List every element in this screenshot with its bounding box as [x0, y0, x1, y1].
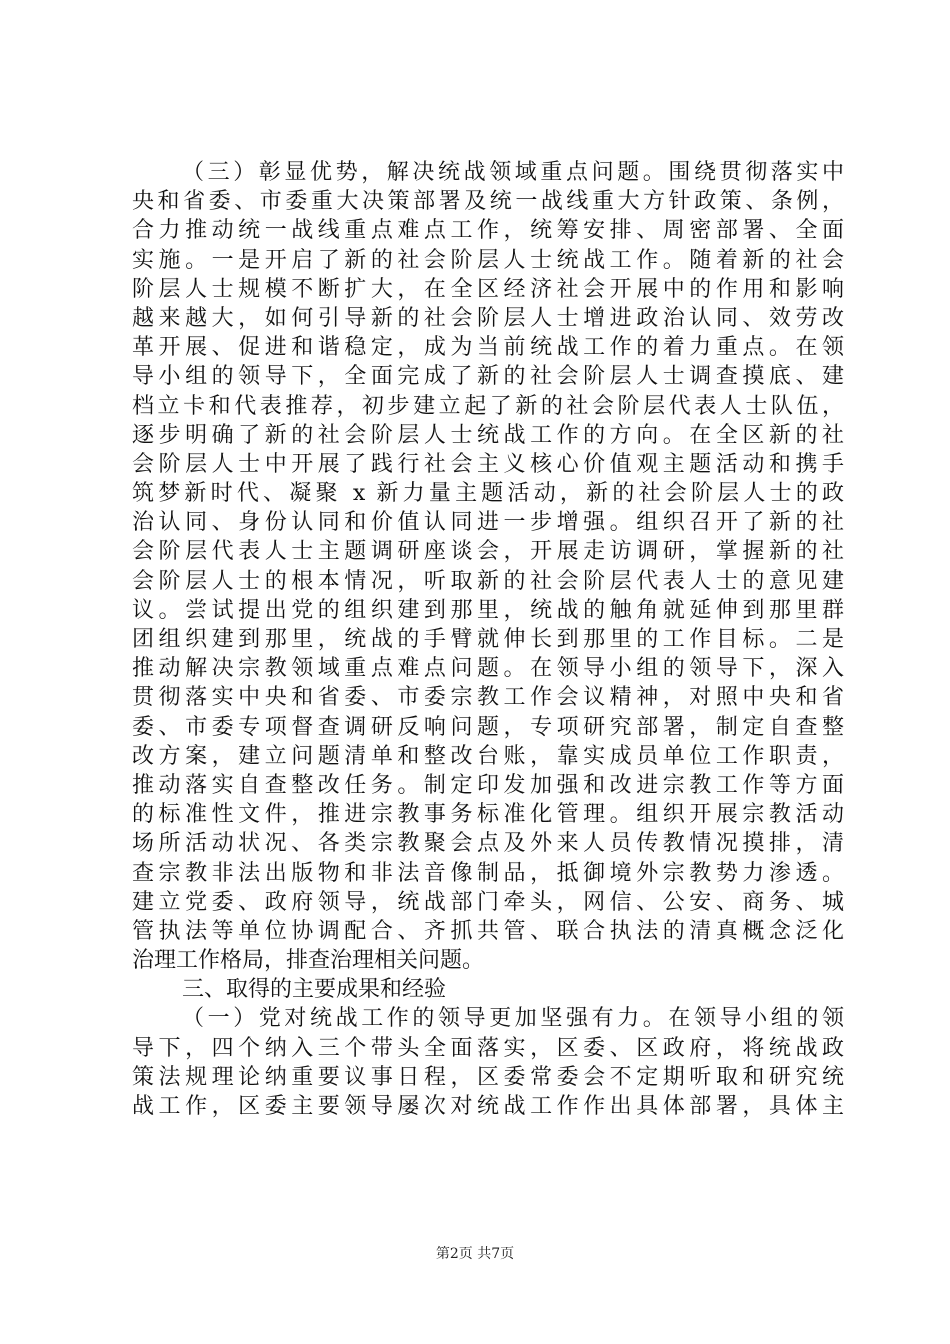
text-line: 革开展、促进和谐稳定，成为当前统战工作的着力重点。在领 [132, 335, 844, 361]
text-line: 战工作，区委主要领导屡次对统战工作作出具体部署，具体主 [132, 1094, 844, 1119]
text-line: 治认同、身份认同和价值认同进一步增强。组织召开了新的社 [132, 510, 844, 536]
text-line: （一）党对统战工作的领导更加坚强有力。在领导小组的领 [182, 1006, 844, 1032]
text-line: 贯彻落实中央和省委、市委宗教工作会议精神，对照中央和省 [132, 685, 844, 711]
text-line: 议。尝试提出党的组织建到那里，统战的触角就延伸到那里群 [132, 597, 844, 623]
text-line: 越来越大，如何引导新的社会阶层人士增进政治认同、效劳改 [132, 305, 844, 331]
text-line: 委、市委专项督查调研反响问题，专项研究部署，制定自查整 [132, 714, 844, 740]
text-line: 会阶层人士中开展了践行社会主义核心价值观主题活动和携手 [132, 451, 844, 477]
text-line: 档立卡和代表推荐，初步建立起了新的社会阶层代表人士队伍， [132, 393, 844, 419]
text-line: 合力推动统一战线重点难点工作，统筹安排、周密部署、全面 [132, 218, 844, 244]
text-line: 筑梦新时代、凝聚 x 新力量主题活动，新的社会阶层人士的政 [132, 481, 844, 507]
text-line: 的标准性文件，推进宗教事务标准化管理。组织开展宗教活动 [132, 802, 844, 828]
text-line: 导下，四个纳入三个带头全面落实，区委、区政府，将统战政 [132, 1035, 844, 1061]
section-heading: 三、取得的主要成果和经验 [182, 977, 447, 1003]
text-line: 逐步明确了新的社会阶层人士统战工作的方向。在全区新的社 [132, 422, 844, 448]
text-line: 推动解决宗教领域重点难点问题。在领导小组的领导下，深入 [132, 656, 844, 682]
document-body [132, 158, 844, 1121]
text-line: 查宗教非法出版物和非法音像制品，抵御境外宗教势力渗透。 [132, 860, 844, 886]
text-line: 团组织建到那里，统战的手臂就伸长到那里的工作目标。二是 [132, 627, 844, 652]
text-line: 改方案，建立问题清单和整改台账，靠实成员单位工作职责， [132, 743, 844, 769]
text-line: （三）彰显优势，解决统战领域重点问题。围绕贯彻落实中 [182, 160, 844, 185]
text-line: 建立党委、政府领导，统战部门牵头，网信、公安、商务、城 [132, 889, 844, 915]
text-line: 推动落实自查整改任务。制定印发加强和改进宗教工作等方面 [132, 772, 844, 798]
text-line: 管执法等单位协调配合、齐抓共管、联合执法的清真概念泛化 [132, 918, 844, 944]
text-line: 治理工作格局，排查治理相关问题。 [132, 948, 485, 974]
text-line: 场所活动状况、各类宗教聚会点及外来人员传教情况摸排，清 [132, 831, 844, 857]
text-line: 导小组的领导下，全面完成了新的社会阶层人士调查摸底、建 [132, 364, 844, 390]
text-line: 实施。一是开启了新的社会阶层人士统战工作。随着新的社会 [132, 247, 844, 273]
text-line: 央和省委、市委重大决策部署及统一战线重大方针政策、条例， [132, 189, 844, 215]
page-footer: 第2页 共7页 [435, 1246, 515, 1262]
text-line: 策法规理论纳重要议事日程，区委常委会不定期听取和研究统 [132, 1064, 844, 1090]
text-line: 会阶层人士的根本情况，听取新的社会阶层代表人士的意见建 [132, 568, 844, 594]
text-line: 阶层人士规模不断扩大，在全区经济社会开展中的作用和影响 [132, 276, 844, 302]
text-line: 会阶层代表人士主题调研座谈会，开展走访调研，掌握新的社 [132, 539, 844, 565]
